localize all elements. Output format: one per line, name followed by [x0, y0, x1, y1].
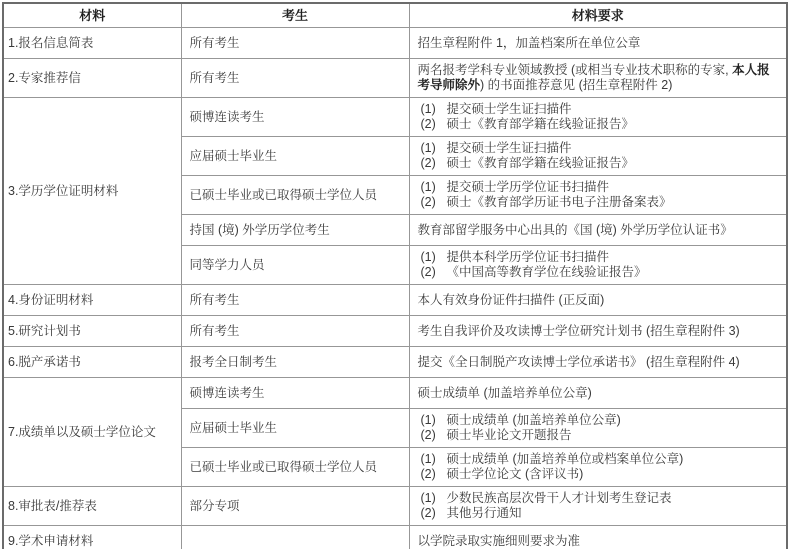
material-cell: [3, 526, 181, 549]
candidate-cell: [181, 137, 409, 176]
cell-line: [8, 355, 175, 370]
requirement-cell: [409, 137, 787, 176]
cell-text: 硕博连读考生: [189, 385, 265, 400]
list-number: (2): [420, 265, 436, 279]
cell-text: 9.学术申请材料: [8, 533, 94, 548]
cell-text: 6.脱产承诺书: [8, 354, 81, 369]
requirement-list-item: [418, 117, 781, 132]
cell-text: 本人有效身份证件扫描件 (正反面): [417, 292, 605, 307]
cell-line: [418, 63, 781, 93]
cell-line: [190, 223, 403, 238]
requirement-list-item: [418, 428, 781, 443]
cell-text: 4.身份证明材料: [8, 292, 94, 307]
cell-text: 部分专项: [189, 498, 240, 513]
cell-text: 其他另行通知: [446, 506, 522, 520]
cell-text: 已硕士毕业或已取得硕士学位人员: [189, 459, 378, 474]
cell-line: [8, 293, 175, 308]
requirement-cell: [409, 487, 787, 526]
table-row: [3, 28, 787, 59]
cell-text: 少数民族高层次骨干人才计划考生登记表: [446, 491, 672, 505]
cell-text: 硕博连读考生: [189, 109, 265, 124]
cell-text: 所有考生: [189, 323, 240, 338]
cell-line: [190, 188, 403, 203]
table-row: [3, 487, 787, 526]
cell-text: 招生章程附件 1，加盖档案所在单位公章: [417, 35, 641, 50]
cell-line: [8, 534, 175, 549]
cell-line: [190, 499, 403, 514]
list-number: (1): [420, 413, 436, 427]
list-number: (2): [420, 467, 436, 481]
requirement-cell: [409, 526, 787, 549]
candidate-cell: [181, 347, 409, 378]
cell-text: 硕士成绩单 (加盖培养单位或档案单位公章): [446, 452, 684, 466]
cell-text: 硕士成绩单 (加盖培养单位公章): [417, 385, 592, 400]
candidate-cell: [181, 215, 409, 246]
requirement-list-item: [418, 467, 781, 482]
candidate-cell: [181, 285, 409, 316]
requirement-cell: [409, 59, 787, 98]
cell-line: [190, 258, 403, 273]
cell-text: 提交硕士学历学位证书扫描件: [446, 180, 610, 194]
list-number: (1): [420, 250, 436, 264]
table-row: [3, 316, 787, 347]
cell-line: [8, 71, 175, 86]
candidate-cell: [181, 176, 409, 215]
cell-text: 硕士学位论文 (含评议书): [446, 467, 584, 481]
cell-text: 教育部留学服务中心出具的《国 (境) 外学历学位认证书》: [417, 222, 733, 237]
table-row: [3, 59, 787, 98]
cell-line: [190, 355, 403, 370]
list-number: (2): [420, 195, 436, 209]
cell-line: [190, 110, 403, 125]
cell-text: 提供本科学历学位证书扫描件: [446, 250, 610, 264]
table-row: [3, 526, 787, 549]
header-requirement: 材料要求: [409, 3, 787, 28]
cell-text: 报考全日制考生: [189, 354, 278, 369]
table-row: [3, 347, 787, 378]
candidate-cell: [181, 246, 409, 285]
list-number: (1): [420, 452, 436, 466]
list-number: (1): [420, 102, 436, 116]
requirement-cell: [409, 246, 787, 285]
cell-text: 已硕士毕业或已取得硕士学位人员: [189, 187, 378, 202]
list-number: (2): [420, 428, 436, 442]
list-number: (1): [420, 180, 436, 194]
cell-line: [8, 324, 175, 339]
cell-line: [418, 324, 781, 339]
requirement-list-item: [418, 141, 781, 156]
cell-line: [418, 386, 781, 401]
cell-text: 应届硕士毕业生: [189, 420, 278, 435]
cell-text: 硕士《教育部学历证书电子注册备案表》: [446, 195, 672, 209]
cell-line: [418, 355, 781, 370]
requirement-cell: [409, 316, 787, 347]
requirement-cell: [409, 378, 787, 409]
list-number: (1): [420, 491, 436, 505]
requirement-cell: [409, 448, 787, 487]
material-cell: [3, 316, 181, 347]
candidate-cell: [181, 98, 409, 137]
requirement-list-item: [418, 195, 781, 210]
cell-text: 2.专家推荐信: [8, 70, 81, 85]
cell-text: 提交《全日制脱产攻读博士学位承诺书》 (招生章程附件 4): [417, 354, 740, 369]
requirement-list-item: [418, 250, 781, 265]
cell-line: [8, 499, 175, 514]
requirement-list-item: [418, 506, 781, 521]
cell-line: [8, 425, 175, 440]
cell-line: [190, 421, 403, 436]
candidate-cell: [181, 487, 409, 526]
cell-text: 3.学历学位证明材料: [8, 183, 119, 198]
cell-line: [8, 184, 175, 199]
cell-text: 5.研究计划书: [8, 323, 81, 338]
requirement-list-item: [418, 413, 781, 428]
material-cell: [3, 347, 181, 378]
cell-line: [190, 324, 403, 339]
cell-line: [190, 149, 403, 164]
cell-text: 硕士《教育部学籍在线验证报告》: [446, 117, 635, 131]
material-cell: [3, 285, 181, 316]
cell-text: 所有考生: [189, 292, 240, 307]
requirement-cell: [409, 176, 787, 215]
cell-text: 提交硕士学生证扫描件: [446, 141, 572, 155]
materials-table-body: [3, 28, 787, 549]
cell-line: [190, 293, 403, 308]
table-row: [3, 378, 787, 409]
cell-text: 所有考生: [189, 35, 240, 50]
list-number: (1): [420, 141, 436, 155]
cell-line: [190, 386, 403, 401]
requirement-cell: [409, 285, 787, 316]
table-row: [3, 285, 787, 316]
cell-line: [418, 534, 781, 549]
cell-line: [190, 460, 403, 475]
header-material: 材料: [3, 3, 181, 28]
requirement-list-item: [418, 102, 781, 117]
cell-text: 应届硕士毕业生: [189, 148, 278, 163]
cell-text: 以学院录取实施细则要求为准: [417, 533, 581, 548]
list-number: (2): [420, 156, 436, 170]
cell-text: 同等学力人员: [189, 257, 265, 272]
requirement-list-item: [418, 180, 781, 195]
requirement-list-item: [418, 265, 781, 280]
candidate-cell: [181, 448, 409, 487]
header-candidate: 考生: [181, 3, 409, 28]
list-number: (2): [420, 506, 436, 520]
materials-table: [2, 2, 788, 549]
cell-line: [8, 36, 175, 51]
candidate-cell: [181, 316, 409, 347]
requirement-cell: [409, 98, 787, 137]
cell-text: 8.审批表/推荐表: [8, 498, 97, 513]
cell-text: 1.报名信息简表: [8, 35, 94, 50]
cell-text: 提交硕士学生证扫描件: [446, 102, 572, 116]
cell-text: 持国 (境) 外学历学位考生: [189, 222, 330, 237]
candidate-cell: [181, 409, 409, 448]
requirement-list-item: [418, 491, 781, 506]
cell-line: [418, 293, 781, 308]
cell-text: 《中国高等教育学位在线验证报告》: [446, 265, 647, 279]
cell-line: [190, 36, 403, 51]
cell-text: 硕士《教育部学籍在线验证报告》: [446, 156, 635, 170]
candidate-cell: [181, 59, 409, 98]
material-cell: [3, 378, 181, 487]
cell-text: 所有考生: [189, 70, 240, 85]
material-cell: [3, 487, 181, 526]
cell-text: 硕士成绩单 (加盖培养单位公章): [446, 413, 621, 427]
material-cell: [3, 28, 181, 59]
cell-line: [190, 71, 403, 86]
candidate-cell: [181, 378, 409, 409]
cell-text: 硕士毕业论文开题报告: [446, 428, 572, 442]
requirement-cell: [409, 409, 787, 448]
cell-text: 7.成绩单以及硕士学位论文: [8, 424, 156, 439]
requirement-list-item: [418, 156, 781, 171]
cell-text: 考生自我评价及攻读博士学位研究计划书 (招生章程附件 3): [417, 323, 740, 338]
requirement-list-item: [418, 452, 781, 467]
requirement-cell: [409, 215, 787, 246]
table-header-row: [3, 3, 787, 28]
list-number: (2): [420, 117, 436, 131]
candidate-cell: [181, 28, 409, 59]
cell-line: [418, 223, 781, 238]
material-cell: [3, 59, 181, 98]
cell-line: [418, 36, 781, 51]
requirement-cell: [409, 347, 787, 378]
table-row: [3, 98, 787, 137]
candidate-cell: [181, 526, 409, 549]
material-cell: [3, 98, 181, 285]
cell-text: 两名报考学科专业领域教授 (或相当专业技术职称的专家, 本人报考导师除外) 的书面推荐意见 (招生章程附件 2): [417, 63, 770, 92]
requirement-cell: [409, 28, 787, 59]
